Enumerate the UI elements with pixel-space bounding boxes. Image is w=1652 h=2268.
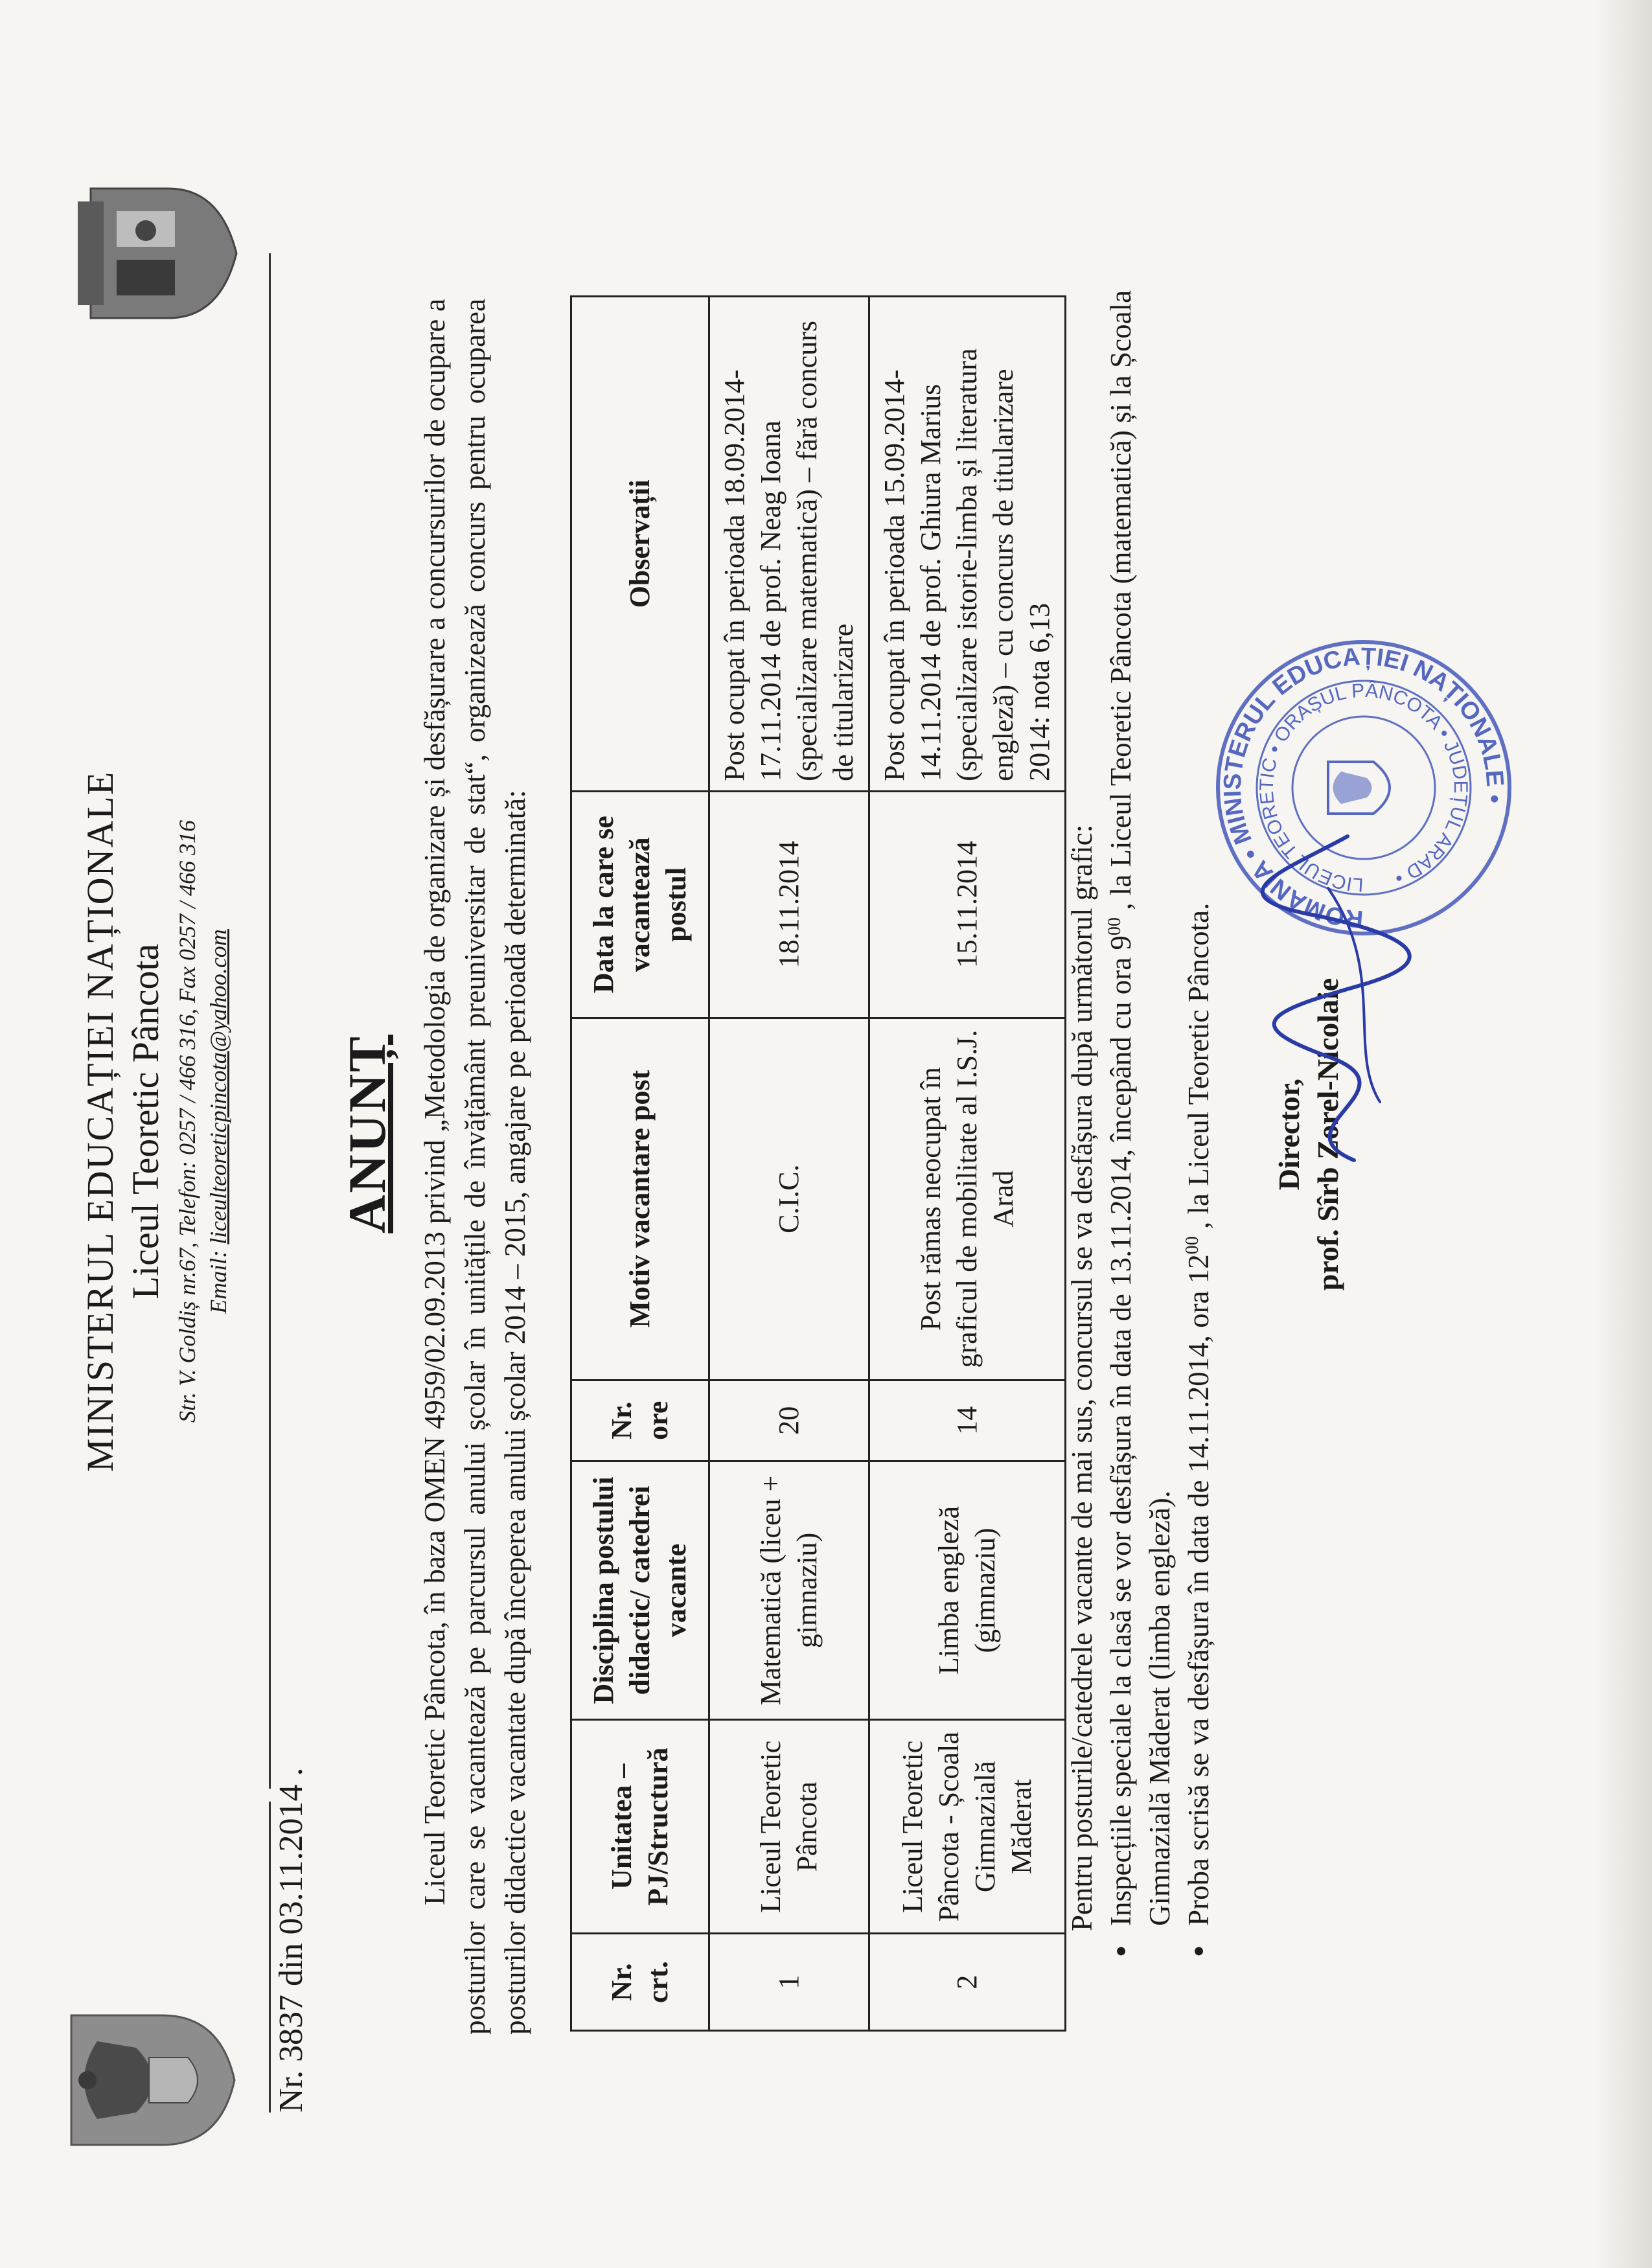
- school-name: Liceul Teoretic Pâncota: [124, 943, 166, 1300]
- school-crest-icon: [71, 182, 240, 325]
- schedule-intro: Pentru posturile/catedrele vacante de mai sus, concursul se va desfășura după următorul grafic:: [1066, 824, 1098, 1931]
- institution-header: [78, 506, 233, 1737]
- schedule-item-2-time-sup: 00: [1182, 1236, 1202, 1255]
- col-header-notes: Observații: [571, 297, 709, 792]
- cell-nr: 2: [869, 1934, 1066, 2031]
- registration-number: Nr. 3837 din 03.11.2014 .: [273, 1767, 310, 2113]
- handwritten-signature-icon: [1250, 817, 1419, 1180]
- page-title: ANUNȚ: [338, 1035, 396, 1233]
- header-rule-left: [269, 1802, 271, 2113]
- intro-text: Liceul Teoretic Pâncota, în baza OMEN 4959/02.09.2013 privind „Metodologia de organizare și desfășurare a concursurilor de ocupare a posturilor care se vacantează pe parcursul anului școlar în unitățile de învățământ preuniversitar de stat“, organizează concurs pentru ocuparea posturilor didactice vacantate după începerea anului școlar 2014 – 2015, angajare pe perioadă determinată:: [419, 299, 531, 2035]
- table-header-row: [571, 297, 709, 2031]
- table-row: [869, 297, 1066, 2031]
- cell-notes: Post ocupat în perioada 18.09.2014-17.11.2014 de prof. Neag Ioana (specializare matematică) – fără concurs de titularizare: [709, 297, 869, 792]
- table-row: [709, 297, 869, 2031]
- schedule-item-2-text: Proba scrisă se va desfășura în data de 14.11.2014, ora 12: [1182, 1254, 1215, 1926]
- cell-discipline: Matematică (liceu + gimnaziu): [709, 1461, 869, 1720]
- cell-unit: Liceul Teoretic Pâncota - Școala Gimnazială Măderat: [869, 1720, 1066, 1934]
- col-header-hours: Nr. ore: [571, 1380, 709, 1461]
- list-item: [1101, 260, 1179, 1957]
- schedule-item-1-rest: , la Liceul Teoretic Pâncota (matematică) și la Școala Gimnazială Măderat (limba engleză).: [1105, 290, 1176, 1926]
- cell-unit: Liceul Teoretic Pâncota: [709, 1720, 869, 1934]
- email-link[interactable]: liceulteoreticpincota@yahoo.com: [205, 929, 231, 1244]
- stamp-outer-text: ROMÂNIA • MINISTERUL EDUCAȚIEI NAȚIONALE •: [1219, 643, 1509, 933]
- cell-reason: Post rămas neocupat în graficul de mobilitate al I.S.J. Arad: [869, 1018, 1066, 1380]
- director-title: Director,: [1272, 1078, 1305, 1191]
- romania-coat-of-arms-icon: [58, 2002, 240, 2158]
- email-label: Email:: [205, 1250, 231, 1314]
- schedule-item-2-rest: , la Liceul Teoretic Pâncota.: [1182, 902, 1215, 1237]
- col-header-reason: Motiv vacantare post: [571, 1018, 709, 1380]
- schedule-list: [1101, 260, 1218, 1957]
- cell-notes: Post ocupat în perioada 15.09.2014-14.11.2014 de prof. Ghiura Marius (specializare istorie-limba și literatura engleză) – cu concurs de titularizare 2014: nota 6,13: [869, 297, 1066, 792]
- schedule-item-1-text: Inspecțiile speciale la clasă se vor desfășura în data de 13.11.2014, începând cu ora 9: [1105, 935, 1137, 1926]
- schedule-item-1-time-sup: 00: [1105, 917, 1125, 935]
- school-email: [203, 506, 233, 1737]
- intro-paragraph: [415, 299, 535, 2035]
- cell-date: 15.11.2014: [869, 791, 1066, 1018]
- col-header-nr: Nr. crt.: [571, 1934, 709, 2031]
- director-name: prof. Sîrb Zorel-Nicolaie: [1311, 978, 1344, 1291]
- list-item: [1179, 260, 1218, 1957]
- col-header-unit: Unitatea – PJ/Structură: [571, 1720, 709, 1934]
- col-header-discipline: Disciplina postului didactic/ catedrei vacante: [571, 1461, 709, 1720]
- school-address: Str. V. Goldiș nr.67, Telefon: 0257 / 466 316, Fax 0257 / 466 316: [174, 819, 200, 1423]
- ministry-name: MINISTERUL EDUCAȚIEI NAȚIONALE: [79, 770, 121, 1472]
- cell-hours: 20: [709, 1380, 869, 1461]
- vacancy-table: [570, 295, 1066, 2032]
- header-rule: [269, 253, 271, 1789]
- cell-nr: 1: [709, 1934, 869, 2031]
- cell-reason: C.I.C.: [709, 1018, 869, 1380]
- cell-hours: 14: [869, 1380, 1066, 1461]
- cell-date: 18.11.2014: [709, 791, 869, 1018]
- cell-discipline: Limba engleză (gimnaziu): [869, 1461, 1066, 1720]
- stamp-inner-text: LICEUL TEORETIC • ORAȘUL PÂNCOTA • JUDEȚUL ARAD •: [1256, 680, 1472, 896]
- col-header-date: Data la care se vacantează postul: [571, 791, 709, 1018]
